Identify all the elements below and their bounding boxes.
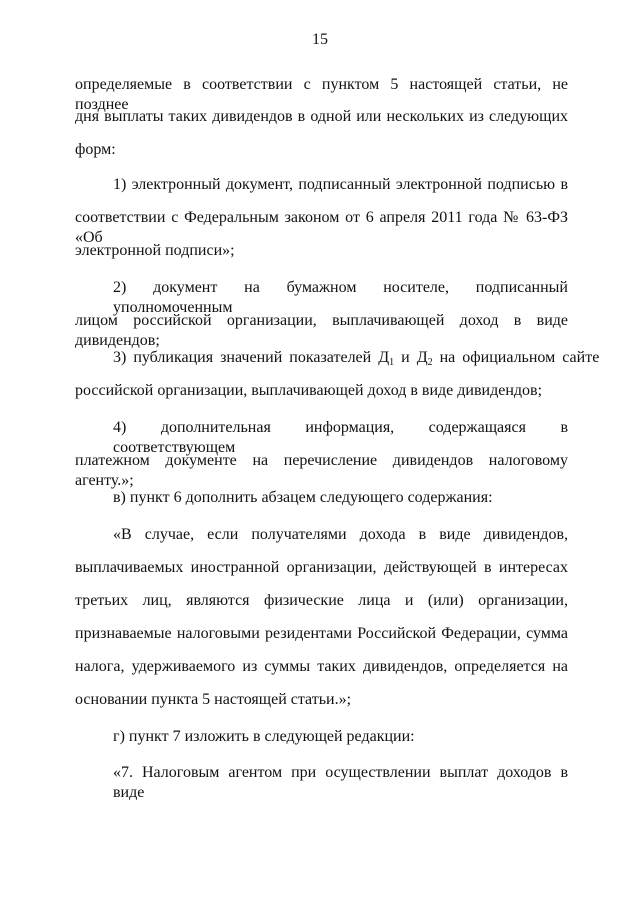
text-line: налога, удерживаемого из суммы таких дивидендов, определяется на (75, 658, 568, 675)
text-line: российской организации, выплачивающей доход в виде дивидендов; (75, 382, 543, 399)
page-number: 15 (312, 31, 328, 48)
text-line: в) пункт 6 дополнить абзацем следующего содержания: (113, 489, 493, 506)
subscript: 1 (389, 357, 395, 368)
text-line: «7. Налоговым агентом при осуществлении выплат доходов в виде (113, 764, 568, 801)
text-line: выплачиваемых иностранной организации, действующей в интересах (75, 559, 568, 576)
subscript: 2 (427, 357, 433, 368)
text-line: платежном документе на перечисление дивидендов налоговому агенту.»; (75, 452, 568, 489)
text-line: лицом российской организации, выплачивающей доход в виде дивидендов; (75, 312, 568, 349)
text-line: третьих лиц, являются физические лица и (или) организации, (75, 592, 568, 609)
text-line: 2) документ на бумажном носителе, подписанный уполномоченным (113, 279, 568, 316)
text-line (113, 348, 600, 368)
text-line: определяемые в соответствии с пунктом 5 настоящей статьи, не позднее (75, 76, 568, 113)
text-line: 4) дополнительная информация, содержащаяся в соответствующем (113, 419, 568, 456)
text-segment: на официальном сайте (432, 349, 600, 366)
text-line: форм: (75, 141, 116, 158)
text-line: электронной подписи»; (75, 242, 235, 259)
text-segment: и Д (394, 349, 428, 366)
text-line: признаваемые налоговыми резидентами Российской Федерации, сумма (75, 625, 568, 642)
text-line: дня выплаты таких дивидендов в одной или нескольких из следующих (75, 108, 568, 125)
text-line: основании пункта 5 настоящей статьи.»; (75, 691, 352, 708)
text-line: соответствии с Федеральным законом от 6 апреля 2011 года № 63-ФЗ «Об (75, 209, 568, 246)
text-segment: 3) публикация значений показателей Д (113, 349, 390, 366)
text-line: 1) электронный документ, подписанный электронной подписью в (113, 176, 568, 193)
text-line: г) пункт 7 изложить в следующей редакции: (113, 728, 415, 745)
text-line: «В случае, если получателями дохода в виде дивидендов, (113, 526, 568, 543)
